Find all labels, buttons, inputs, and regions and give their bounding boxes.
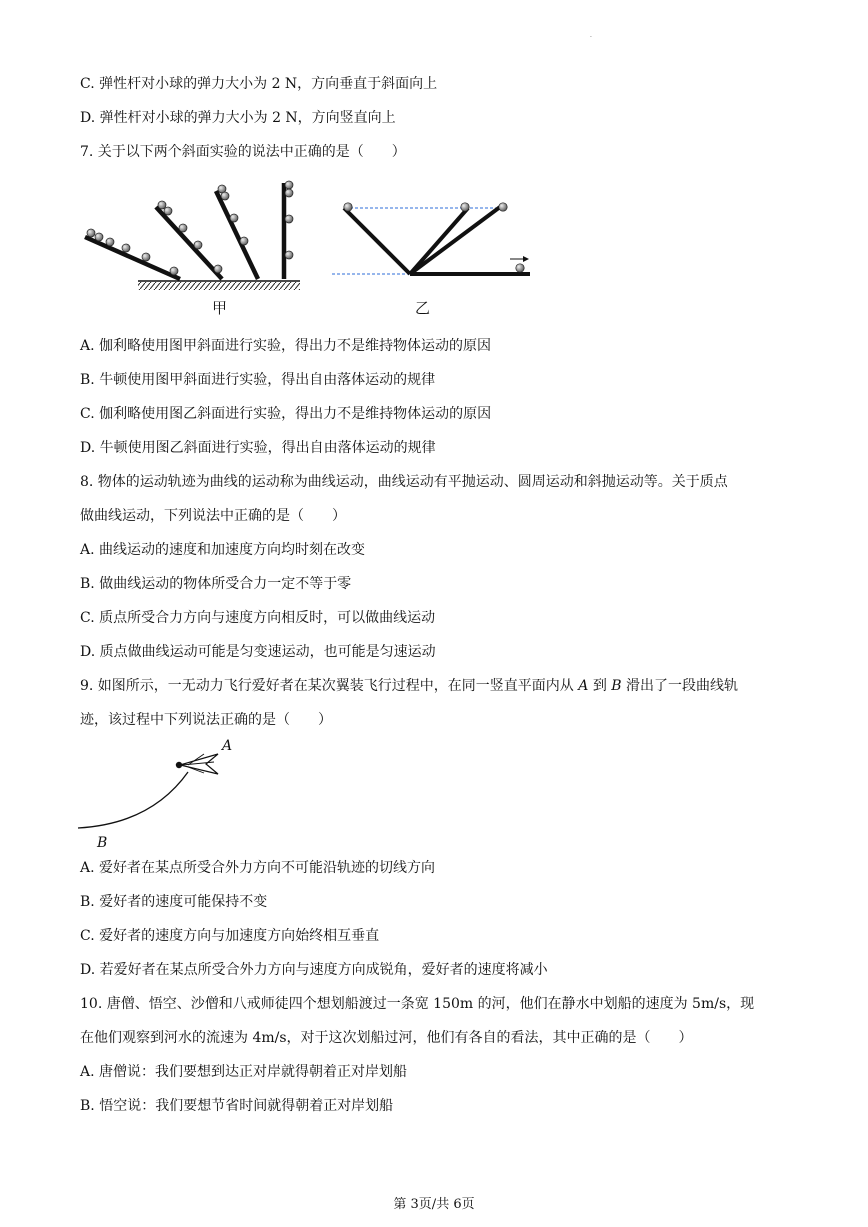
q8-option-d: D. 质点做曲线运动可能是匀变速运动，也可能是匀速运动 (80, 644, 436, 660)
q9-option-d: D. 若爱好者在某点所受合外力方向与速度方向成锐角，爱好者的速度将减小 (80, 962, 548, 978)
q10-option-b: B. 悟空说：我们要想节省时间就得朝着正对岸划船 (80, 1098, 394, 1114)
q7-figure-jia (80, 175, 310, 295)
q9-stem-line1 (80, 676, 738, 696)
q7-option-c: C. 伽利略使用图乙斜面进行实验，得出力不是维持物体运动的原因 (80, 406, 492, 422)
q8-option-a: A. 曲线运动的速度和加速度方向均时刻在改变 (80, 542, 366, 558)
page-footer: 第 3页/共 6页 (393, 1197, 475, 1212)
header-mark: · (590, 34, 592, 41)
q9-figure-label-a: A (222, 738, 233, 754)
q10-stem-line1: 10. 唐僧、悟空、沙僧和八戒师徒四个想划船渡过一条宽 150m 的河，他们在静水中划船的速度为 5m/s，现 (80, 996, 755, 1012)
q8-option-c: C. 质点所受合力方向与速度方向相反时，可以做曲线运动 (80, 610, 436, 626)
q9-stem-text-b: 到 (588, 678, 612, 694)
q7-figure-yi (330, 195, 540, 285)
incline-3 (216, 191, 258, 279)
q10-option-a: A. 唐僧说：我们要想到达正对岸就得朝着正对岸划船 (80, 1064, 408, 1080)
incline-2 (156, 207, 222, 279)
q7-stem: 7. 关于以下两个斜面实验的说法中正确的是（ ） (80, 144, 406, 160)
q9-option-a: A. 爱好者在某点所受合外力方向不可能沿轨迹的切线方向 (80, 860, 436, 876)
q9-point-a: A (578, 678, 589, 694)
q7-option-a: A. 伽利略使用图甲斜面进行实验，得出力不是维持物体运动的原因 (80, 338, 492, 354)
q8-stem-line1: 8. 物体的运动轨迹为曲线的运动称为曲线运动，曲线运动有平抛运动、圆周运动和斜抛运动等。关于质点 (80, 474, 728, 490)
q7-option-d: D. 牛顿使用图乙斜面进行实验，得出自由落体运动的规律 (80, 440, 436, 456)
q8-option-b: B. 做曲线运动的物体所受合力一定不等于零 (80, 576, 352, 592)
q6-option-c: C. 弹性杆对小球的弹力大小为 2 N，方向垂直于斜面向上 (80, 76, 438, 92)
q9-stem-text-c: 滑出了一段曲线轨 (621, 678, 739, 694)
q9-point-b: B (611, 678, 622, 694)
q8-stem-line2: 做曲线运动，下列说法中正确的是（ ） (80, 508, 346, 524)
q9-figure-trajectory (76, 740, 246, 835)
q7-figure-label-yi: 乙 (415, 299, 431, 317)
incline-1 (85, 237, 180, 279)
q9-figure-label-b: B (97, 835, 108, 851)
q9-stem-text-a: 9. 如图所示，一无动力飞行爱好者在某次翼装飞行过程中，在同一竖直平面内从 (80, 678, 579, 694)
q9-option-c: C. 爱好者的速度方向与加速度方向始终相互垂直 (80, 928, 380, 944)
q7-option-b: B. 牛顿使用图甲斜面进行实验，得出自由落体运动的规律 (80, 372, 436, 388)
q6-option-d: D. 弹性杆对小球的弹力大小为 2 N，方向竖直向上 (80, 110, 396, 126)
q10-stem-line2: 在他们观察到河水的流速为 4m/s，对于这次划船过河，他们有各自的看法，其中正确的是（ ） (80, 1030, 693, 1046)
q9-option-b: B. 爱好者的速度可能保持不变 (80, 894, 268, 910)
q9-stem-line2: 迹，该过程中下列说法正确的是（ ） (80, 712, 332, 728)
q7-figure-label-jia: 甲 (212, 299, 228, 317)
